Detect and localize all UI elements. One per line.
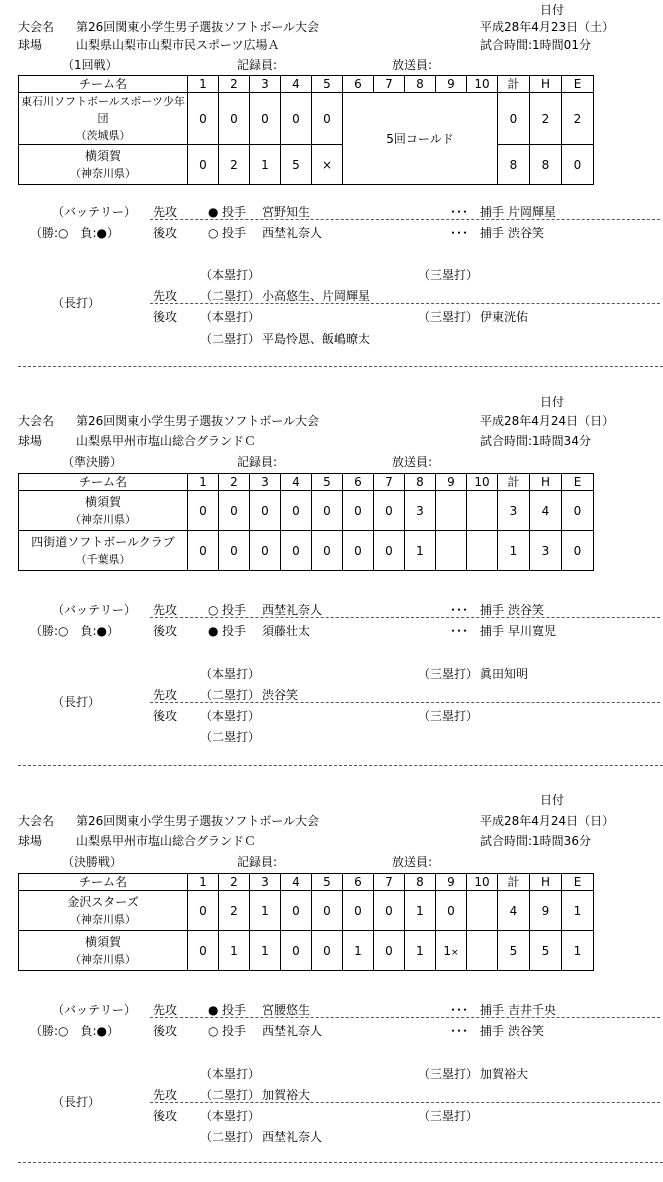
game-record-3 <box>0 790 663 1182</box>
dots: ･･･ <box>450 226 469 240</box>
errors-header: E <box>562 874 594 891</box>
field-label: 球場 <box>18 434 43 448</box>
homerun-label: （本塁打） <box>200 268 261 282</box>
result-mark: ○ <box>208 1024 219 1038</box>
dotted-line <box>150 1017 660 1018</box>
dotted-line <box>150 702 660 703</box>
inning-header: 2 <box>219 474 250 491</box>
inning-score <box>436 531 467 571</box>
dotted-line <box>150 617 660 618</box>
inning-score: 0 <box>250 491 281 531</box>
inning-header: 3 <box>250 76 281 93</box>
team-row <box>19 891 594 931</box>
team-row <box>19 93 594 145</box>
dots: ･･･ <box>450 624 469 638</box>
team-prefecture: （神奈川県） <box>70 512 136 526</box>
errors-header: E <box>562 76 594 93</box>
team-row <box>19 145 594 185</box>
game-date: 平成28年4月23日（土） <box>480 20 615 34</box>
result-mark: ● <box>208 624 219 638</box>
result-mark: ○ <box>208 226 219 240</box>
tournament-name: 第26回関東小学生男子選抜ソフトボール大会 <box>76 414 320 428</box>
second-batting-label: 後攻 <box>153 1109 178 1123</box>
inning-score: 2 <box>219 145 250 185</box>
double-names: 渋谷笑 <box>262 688 299 702</box>
inning-score: 1 <box>405 931 436 971</box>
inning-score: 0 <box>312 531 343 571</box>
catcher-label: 捕手 <box>480 1003 505 1017</box>
second-batting-label: 後攻 <box>153 226 178 240</box>
scoreboard-header <box>19 874 594 891</box>
inning-header: 1 <box>188 874 219 891</box>
inning-score: 0 <box>281 891 312 931</box>
inning-score: 0 <box>219 531 250 571</box>
field-label: 球場 <box>18 38 43 52</box>
win-loss-legend: （勝:○ 負:●） <box>30 226 120 240</box>
inning-header: 7 <box>374 874 405 891</box>
inning-header: 8 <box>405 474 436 491</box>
total-runs: 1 <box>498 531 530 571</box>
first-batting-label: 先攻 <box>153 603 178 617</box>
battery-label: （バッテリー） <box>52 205 137 219</box>
inning-score: 0 <box>312 891 343 931</box>
team-name: 四街道ソフトボールクラブ <box>31 534 175 549</box>
called-game-note: 5回コールド <box>343 93 498 185</box>
total-hits: 9 <box>530 891 562 931</box>
inning-header: 5 <box>312 874 343 891</box>
win-loss-legend: （勝:○ 負:●） <box>30 624 120 638</box>
dots: ･･･ <box>450 1024 469 1038</box>
section-separator <box>18 366 663 367</box>
homerun-label: （本塁打） <box>200 667 261 681</box>
total-header: 計 <box>498 874 530 891</box>
double-names: 平島怜恩、飯嶋暸太 <box>262 332 371 346</box>
total-runs: 0 <box>498 93 530 145</box>
total-header: 計 <box>498 76 530 93</box>
scoreboard <box>18 873 594 971</box>
total-hits: 3 <box>530 531 562 571</box>
catcher-name: 渋谷笑 <box>508 226 545 240</box>
homerun-label: （本塁打） <box>200 310 261 324</box>
inning-score <box>467 491 498 531</box>
inning-score: 0 <box>312 931 343 971</box>
inning-score: 0 <box>312 491 343 531</box>
team-cell <box>19 891 188 931</box>
inning-score: 0 <box>281 93 312 145</box>
inning-header: 7 <box>374 76 405 93</box>
second-batting-label: 後攻 <box>153 310 178 324</box>
scoreboard-header <box>19 76 594 93</box>
team-name: 横須賀 <box>84 934 121 949</box>
inning-score: 0 <box>374 891 405 931</box>
battery-label: （バッテリー） <box>52 1003 137 1017</box>
inning-score: 1 <box>250 145 281 185</box>
catcher-label: 捕手 <box>480 1024 505 1038</box>
inning-score: 0 <box>250 531 281 571</box>
inning-score: 0 <box>343 891 374 931</box>
inning-header: 1 <box>188 76 219 93</box>
inning-score: 0 <box>374 491 405 531</box>
inning-score-value: 1 <box>443 943 452 958</box>
inning-score: 2 <box>219 891 250 931</box>
triple-names: 眞田知明 <box>480 667 529 681</box>
dotted-line <box>150 1102 660 1103</box>
round-label: （1回戦） <box>62 58 118 72</box>
game-time: 試合時間:1時間01分 <box>480 38 591 52</box>
first-batting-label: 先攻 <box>153 688 178 702</box>
round-label: （決勝戦） <box>62 855 123 869</box>
team-prefecture: （神奈川県） <box>70 166 136 180</box>
scoreboard <box>18 473 594 571</box>
pitcher-label: 投手 <box>222 603 247 617</box>
total-runs: 3 <box>498 491 530 531</box>
total-runs: 5 <box>498 931 530 971</box>
field-name: 山梨県山梨市山梨市民スポーツ広場Ａ <box>76 38 280 52</box>
date-label: 日付 <box>540 793 565 807</box>
inning-score: 0 <box>281 491 312 531</box>
team-prefecture: （神奈川県） <box>70 912 136 926</box>
tournament-label: 大会名 <box>18 20 55 34</box>
date-label: 日付 <box>540 395 565 409</box>
pitcher-name: 宮腰悠生 <box>262 1003 311 1017</box>
long-hits-label: （長打） <box>52 1095 101 1109</box>
game-date: 平成28年4月24日（日） <box>480 814 615 828</box>
team-name-header: チーム名 <box>19 474 188 491</box>
inning-header: 8 <box>405 76 436 93</box>
double-label: （二塁打） <box>200 1088 261 1102</box>
game-date: 平成28年4月24日（日） <box>480 414 615 428</box>
game-time: 試合時間:1時間34分 <box>480 434 591 448</box>
field-label: 球場 <box>18 834 43 848</box>
inning-header: 6 <box>343 76 374 93</box>
result-mark: ○ <box>208 603 219 617</box>
team-cell <box>19 145 188 185</box>
inning-score: 0 <box>436 891 467 931</box>
result-mark: ● <box>208 205 219 219</box>
team-prefecture: （神奈川県） <box>70 952 136 966</box>
team-row <box>19 491 594 531</box>
tournament-name: 第26回関東小学生男子選抜ソフトボール大会 <box>76 814 320 828</box>
team-cell <box>19 931 188 971</box>
pitcher-label: 投手 <box>222 1003 247 1017</box>
inning-score: 1 <box>219 931 250 971</box>
inning-score: 0 <box>188 891 219 931</box>
inning-header: 5 <box>312 474 343 491</box>
inning-score <box>467 891 498 931</box>
team-cell <box>19 531 188 571</box>
total-runs: 8 <box>498 145 530 185</box>
total-hits: 5 <box>530 931 562 971</box>
broadcaster-label: 放送員: <box>392 455 433 469</box>
triple-label: （三塁打） <box>418 1109 479 1123</box>
team-prefecture: （千葉県） <box>75 552 131 566</box>
inning-header: 2 <box>219 874 250 891</box>
dots: ･･･ <box>450 1003 469 1017</box>
recorder-label: 記録員: <box>237 855 278 869</box>
second-batting-label: 後攻 <box>153 624 178 638</box>
dots: ･･･ <box>450 205 469 219</box>
inning-score: 1 <box>343 931 374 971</box>
total-header: 計 <box>498 474 530 491</box>
scoreboard-header <box>19 474 594 491</box>
pitcher-label: 投手 <box>222 1024 247 1038</box>
pitcher-name: 西埜礼奈人 <box>262 226 323 240</box>
win-loss-legend: （勝:○ 負:●） <box>30 1024 120 1038</box>
inning-header: 10 <box>467 474 498 491</box>
second-batting-label: 後攻 <box>153 1024 178 1038</box>
recorder-label: 記録員: <box>237 58 278 72</box>
team-name-header: チーム名 <box>19 76 188 93</box>
section-separator <box>18 765 663 766</box>
inning-score: 0 <box>250 93 281 145</box>
section-separator <box>18 1162 663 1163</box>
inning-score: 0 <box>219 93 250 145</box>
first-batting-label: 先攻 <box>153 1003 178 1017</box>
total-runs: 4 <box>498 891 530 931</box>
inning-score <box>467 531 498 571</box>
team-name: 東石川ソフトボールスポーツ少年団 <box>20 95 185 125</box>
inning-score: 0 <box>188 931 219 971</box>
errors-header: E <box>562 474 594 491</box>
result-mark: ● <box>208 1003 219 1017</box>
pitcher-label: 投手 <box>222 624 247 638</box>
team-name: 横須賀 <box>84 148 121 163</box>
catcher-label: 捕手 <box>480 226 505 240</box>
walk-off-mark: × <box>451 947 459 958</box>
tournament-label: 大会名 <box>18 414 55 428</box>
pitcher-name: 西埜礼奈人 <box>262 1024 323 1038</box>
inning-header: 5 <box>312 76 343 93</box>
triple-label: （三塁打） <box>418 709 479 723</box>
team-cell <box>19 491 188 531</box>
inning-score: 0 <box>374 931 405 971</box>
catcher-label: 捕手 <box>480 205 505 219</box>
inning-score: 0 <box>281 531 312 571</box>
homerun-label: （本塁打） <box>200 709 261 723</box>
triple-label: （三塁打） <box>418 667 479 681</box>
inning-header: 2 <box>219 76 250 93</box>
homerun-label: （本塁打） <box>200 1067 261 1081</box>
double-names: 小高悠生、片岡輝星 <box>262 289 371 303</box>
triple-label: （三塁打） <box>418 1067 479 1081</box>
inning-header: 9 <box>436 874 467 891</box>
catcher-name: 片岡輝星 <box>508 205 557 219</box>
inning-score: 0 <box>188 145 219 185</box>
field-name: 山梨県甲州市塩山総合グランドＣ <box>76 834 257 848</box>
double-label: （二塁打） <box>200 730 261 744</box>
triple-label: （三塁打） <box>418 268 479 282</box>
game-record-1 <box>0 0 663 392</box>
team-name: 横須賀 <box>84 494 121 509</box>
pitcher-name: 宮野知生 <box>262 205 311 219</box>
triple-names: 伊東洸佑 <box>480 310 529 324</box>
inning-score: 0 <box>188 93 219 145</box>
date-label: 日付 <box>540 3 565 17</box>
inning-header: 4 <box>281 474 312 491</box>
pitcher-label: 投手 <box>222 226 247 240</box>
inning-score: 1 <box>250 891 281 931</box>
inning-score: 0 <box>219 491 250 531</box>
game-time: 試合時間:1時間36分 <box>480 834 591 848</box>
tournament-label: 大会名 <box>18 814 55 828</box>
total-errors: 0 <box>562 531 594 571</box>
hits-header: H <box>530 874 562 891</box>
inning-score <box>436 491 467 531</box>
inning-score: 3 <box>405 491 436 531</box>
total-hits: 2 <box>530 93 562 145</box>
game-record-2 <box>0 392 663 784</box>
total-errors: 1 <box>562 891 594 931</box>
double-label: （二塁打） <box>200 1130 261 1144</box>
inning-score: 1 <box>250 931 281 971</box>
first-batting-label: 先攻 <box>153 1088 178 1102</box>
total-errors: 1 <box>562 931 594 971</box>
team-name-header: チーム名 <box>19 874 188 891</box>
double-label: （二塁打） <box>200 688 261 702</box>
total-errors: 2 <box>562 93 594 145</box>
inning-score: 1 <box>405 891 436 931</box>
inning-score: 0 <box>343 491 374 531</box>
inning-score: 0 <box>343 531 374 571</box>
team-prefecture: （茨城県） <box>75 129 131 142</box>
long-hits-label: （長打） <box>52 695 101 709</box>
team-row <box>19 931 594 971</box>
recorder-label: 記録員: <box>237 455 278 469</box>
inning-header: 4 <box>281 76 312 93</box>
total-errors: 0 <box>562 145 594 185</box>
inning-header: 4 <box>281 874 312 891</box>
inning-header: 9 <box>436 474 467 491</box>
scoreboard <box>18 75 594 185</box>
inning-score <box>467 931 498 971</box>
team-row <box>19 531 594 571</box>
total-hits: 8 <box>530 145 562 185</box>
long-hits-label: （長打） <box>52 296 101 310</box>
double-names: 加賀裕大 <box>262 1088 311 1102</box>
inning-header: 7 <box>374 474 405 491</box>
second-batting-label: 後攻 <box>153 709 178 723</box>
pitcher-label: 投手 <box>222 205 247 219</box>
inning-score: 0 <box>374 531 405 571</box>
dots: ･･･ <box>450 603 469 617</box>
first-batting-label: 先攻 <box>153 289 178 303</box>
catcher-name: 渋谷笑 <box>508 1024 545 1038</box>
catcher-label: 捕手 <box>480 603 505 617</box>
inning-header: 1 <box>188 474 219 491</box>
inning-header: 9 <box>436 76 467 93</box>
hits-header: H <box>530 76 562 93</box>
catcher-name: 早川寛児 <box>508 624 557 638</box>
total-errors: 0 <box>562 491 594 531</box>
double-label: （二塁打） <box>200 332 261 346</box>
inning-score <box>436 931 467 971</box>
pitcher-name: 西埜礼奈人 <box>262 603 323 617</box>
round-label: （準決勝） <box>62 455 123 469</box>
catcher-label: 捕手 <box>480 624 505 638</box>
first-batting-label: 先攻 <box>153 205 178 219</box>
inning-score: 5 <box>281 145 312 185</box>
inning-score: 0 <box>312 93 343 145</box>
hits-header: H <box>530 474 562 491</box>
triple-names: 加賀裕大 <box>480 1067 529 1081</box>
inning-header: 6 <box>343 874 374 891</box>
inning-score: 0 <box>281 931 312 971</box>
catcher-name: 渋谷笑 <box>508 603 545 617</box>
total-hits: 4 <box>530 491 562 531</box>
broadcaster-label: 放送員: <box>392 855 433 869</box>
inning-header: 10 <box>467 874 498 891</box>
inning-header: 3 <box>250 474 281 491</box>
team-name: 金沢スターズ <box>67 894 139 909</box>
pitcher-name: 須藤壮太 <box>262 624 311 638</box>
double-label: （二塁打） <box>200 289 261 303</box>
inning-score: 1 <box>405 531 436 571</box>
inning-header: 6 <box>343 474 374 491</box>
inning-header: 10 <box>467 76 498 93</box>
tournament-name: 第26回関東小学生男子選抜ソフトボール大会 <box>76 20 320 34</box>
triple-label: （三塁打） <box>418 310 479 324</box>
dotted-line <box>150 303 660 304</box>
inning-header: 8 <box>405 874 436 891</box>
field-name: 山梨県甲州市塩山総合グランドＣ <box>76 434 257 448</box>
homerun-label: （本塁打） <box>200 1109 261 1123</box>
inning-score: 0 <box>188 531 219 571</box>
inning-score: × <box>312 145 343 185</box>
team-cell <box>19 93 188 145</box>
dotted-line <box>150 219 660 220</box>
broadcaster-label: 放送員: <box>392 58 433 72</box>
battery-label: （バッテリー） <box>52 603 137 617</box>
catcher-name: 吉井千央 <box>508 1003 557 1017</box>
inning-score: 0 <box>188 491 219 531</box>
double-names: 西埜礼奈人 <box>262 1130 323 1144</box>
inning-header: 3 <box>250 874 281 891</box>
